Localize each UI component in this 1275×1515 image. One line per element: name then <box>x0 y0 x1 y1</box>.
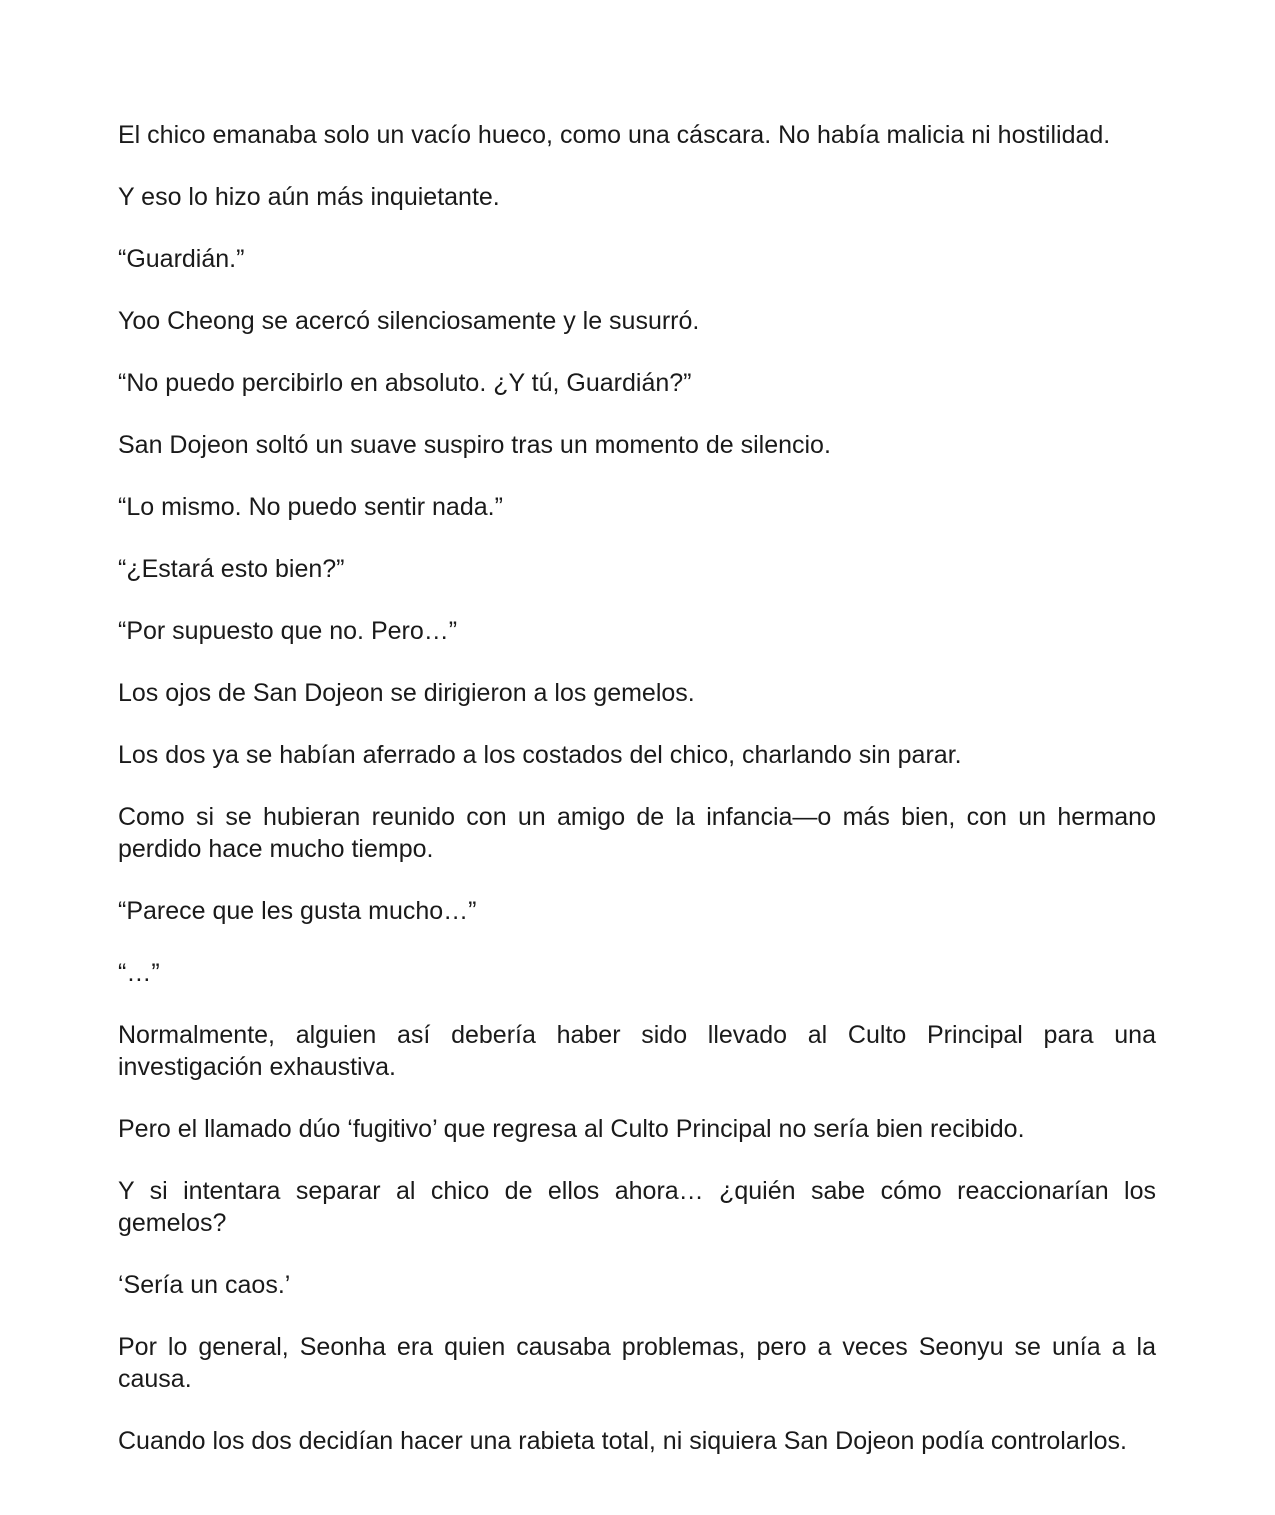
document-page <box>118 119 1156 1487</box>
paragraph-19: Por lo general, Seonha era quien causaba problemas, pero a veces Seonyu se unía a la causa. <box>118 1333 1156 1393</box>
paragraph-12: Como si se hubieran reunido con un amigo de la infancia—o más bien, con un hermano perdido hace mucho tiempo. <box>118 803 1156 863</box>
paragraph-7: “Lo mismo. No puedo sentir nada.” <box>118 493 503 521</box>
paragraph-11: Los dos ya se habían aferrado a los costados del chico, charlando sin parar. <box>118 741 962 769</box>
paragraph-18: ‘Sería un caos.’ <box>118 1271 291 1299</box>
paragraph-4: Yoo Cheong se acercó silenciosamente y le susurró. <box>118 307 700 335</box>
paragraph-3: “Guardián.” <box>118 245 245 273</box>
paragraph-13: “Parece que les gusta mucho…” <box>118 897 477 925</box>
paragraph-2: Y eso lo hizo aún más inquietante. <box>118 183 500 211</box>
paragraph-15: Normalmente, alguien así debería haber sido llevado al Culto Principal para una investigación exhaustiva. <box>118 1021 1156 1081</box>
paragraph-10: Los ojos de San Dojeon se dirigieron a los gemelos. <box>118 679 695 707</box>
paragraph-20: Cuando los dos decidían hacer una rabieta total, ni siquiera San Dojeon podía controlarlos. <box>118 1427 1127 1455</box>
paragraph-5: “No puedo percibirlo en absoluto. ¿Y tú, Guardián?” <box>118 369 692 397</box>
paragraph-14: “…” <box>118 959 160 987</box>
paragraph-9: “Por supuesto que no. Pero…” <box>118 617 458 645</box>
paragraph-6: San Dojeon soltó un suave suspiro tras un momento de silencio. <box>118 431 831 459</box>
paragraph-8: “¿Estará esto bien?” <box>118 555 345 583</box>
paragraph-1: El chico emanaba solo un vacío hueco, como una cáscara. No había malicia ni hostilidad. <box>118 121 1111 149</box>
paragraph-17: Y si intentara separar al chico de ellos ahora… ¿quién sabe cómo reaccionarían los gemelos? <box>118 1177 1156 1237</box>
paragraph-16: Pero el llamado dúo ‘fugitivo’ que regresa al Culto Principal no sería bien recibido. <box>118 1115 1025 1143</box>
